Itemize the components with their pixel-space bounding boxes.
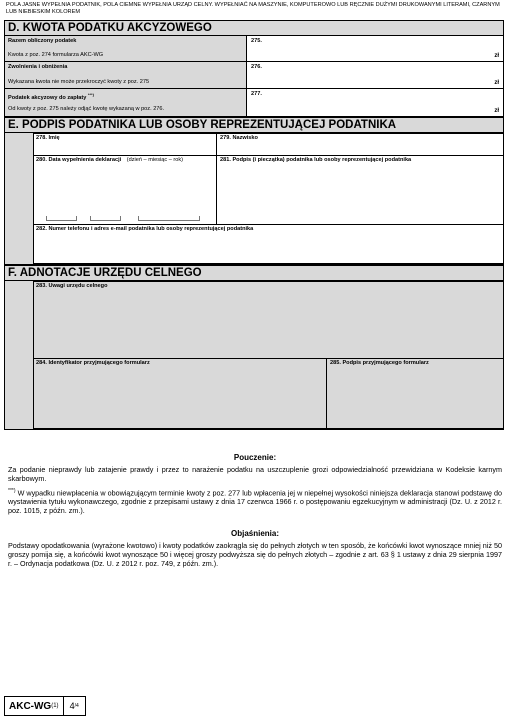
label-282: 282. Numer telefonu i adres e-mail podatnika lub osoby reprezentującej podatnika	[36, 226, 254, 232]
row-277	[5, 89, 503, 116]
field-277[interactable]	[248, 89, 503, 116]
num-275: 275.	[251, 38, 262, 44]
field-282[interactable]	[33, 224, 504, 264]
row-276	[5, 62, 503, 89]
page-number-text: 4	[69, 701, 75, 711]
row-277-label-cell	[5, 89, 247, 116]
field-281[interactable]	[216, 155, 504, 225]
field-285	[326, 358, 504, 429]
label-285: 285. Podpis przyjmującego formularz	[330, 360, 429, 366]
label-280-hint: (dzień – miesiąc – rok)	[126, 157, 184, 163]
form-footer	[4, 696, 86, 716]
unit-275: zł	[494, 53, 499, 59]
row-276-label-cell	[5, 62, 247, 88]
field-279[interactable]	[216, 133, 504, 156]
label-284: 284. Identyfikator przyjmującego formularz	[36, 360, 150, 366]
section-f	[4, 265, 504, 430]
section-e-title: E. PODPIS PODATNIKA LUB OSOBY REPREZENTUJĄCEJ PODATNIKA	[5, 118, 503, 133]
label-razem: Razem obliczony podatek	[8, 38, 77, 44]
field-276[interactable]	[248, 62, 503, 88]
page-number	[64, 697, 85, 715]
form-code	[5, 697, 64, 715]
form-code-sub: (1)	[51, 703, 59, 709]
pouczenie-p2	[8, 487, 502, 515]
label-podatek-sup: ***)	[87, 92, 94, 97]
field-280[interactable]	[33, 155, 217, 225]
label-278: 278. Imię	[36, 135, 60, 141]
label-podatek	[8, 92, 94, 101]
section-f-title: F. ADNOTACJE URZĘDU CELNEGO	[5, 266, 503, 281]
date-year-slot	[138, 216, 200, 221]
num-277: 277.	[251, 91, 262, 97]
pouczenie-p1: Za podanie nieprawdy lub zatajenie prawdy i przez to narażenie podatku na uszczuplenie grozi odpowiedzialność przewidziana w Kodeksie karnym skarbowym.	[8, 465, 502, 483]
unit-276: zł	[494, 80, 499, 86]
date-day-slot	[46, 216, 77, 221]
label-281: 281. Podpis (i pieczątka) podatnika lub osoby reprezentującej podatnika	[220, 157, 412, 163]
field-283	[33, 281, 504, 359]
section-d	[4, 20, 504, 117]
sub-podatek: Od kwoty z poz. 275 należy odjąć kwotę wykazaną w poz. 276.	[8, 106, 165, 112]
label-podatek-text: Podatek akcyzowy do zapłaty	[8, 94, 87, 101]
label-279: 279. Nazwisko	[220, 135, 258, 141]
page-number-total: /4	[74, 703, 79, 709]
pouczenie-p2-text: W wypadku niewpłacenia w obowiązującym terminie kwoty z poz. 277 lub wpłacenia jej w niepełnej wysokości niniejsza deklaracja stanowi podstawę do wystawienia tytułu wykonawczego, zgodnie z przepisami ustawy z dnia 17 czerwca 1966 r. o postępowaniu egzekucyjnym w administracji (Dz. U. z 2012 r. poz. 1015, z późn. zm.).	[8, 488, 502, 516]
label-280-text: 280. Data wypełnienia deklaracji	[36, 157, 122, 163]
date-month-slot	[90, 216, 121, 221]
form-code-text: AKC-WG	[9, 700, 52, 712]
row-275-label-cell	[5, 36, 247, 61]
label-280	[36, 157, 183, 163]
label-zwolnienia: Zwolnienia i obniżenia	[8, 64, 68, 70]
field-275[interactable]	[248, 36, 503, 61]
sub-zwolnienia: Wykazana kwota nie może przekroczyć kwoty z poz. 275	[8, 79, 150, 85]
num-276: 276.	[251, 64, 262, 70]
objasnienia-p1: Podstawy opodatkowania (wyrażone kwotowo) i kwoty podatków zaokrągla się do pełnych złotych w ten sposób, że końcówki kwot wynoszące mniej niż 50 groszy pomija się, a końcówki kwot wynoszące 50 i więcej groszy podwyższa się do pełnych złotych – zgodnie z art. 63 § 1 ustawy z dnia 29 sierpnia 1997 r. – Ordynacja podatkowa (Dz. U. z 2012 r. poz. 749, z późn. zm.).	[8, 541, 502, 568]
field-278[interactable]	[33, 133, 217, 156]
header-note: POLA JASNE WYPEŁNIA PODATNIK, POLA CIEMNE WYPEŁNIA URZĄD CELNY. WYPEŁNIAĆ NA MASZYNIE, KOMPUTEROWO LUB RĘCZNIE DUŻYMI DRUKOWANYMI LITERAMI, CZARNYM LUB NIEBIESKIM KOLOREM	[6, 2, 500, 15]
sub-razem: Kwota z poz. 274 formularza AKC-WG	[8, 52, 104, 58]
label-283: 283. Uwagi urzędu celnego	[36, 283, 108, 289]
pouczenie-title: Pouczenie:	[233, 453, 277, 462]
unit-277: zł	[494, 108, 499, 114]
row-275	[5, 36, 503, 62]
field-284	[33, 358, 327, 429]
section-e	[4, 117, 504, 265]
pouczenie-p2-mark: ***)	[8, 488, 16, 494]
section-d-title: D. KWOTA PODATKU AKCYZOWEGO	[5, 21, 503, 36]
objasnienia-title: Objaśnienia:	[230, 529, 279, 538]
